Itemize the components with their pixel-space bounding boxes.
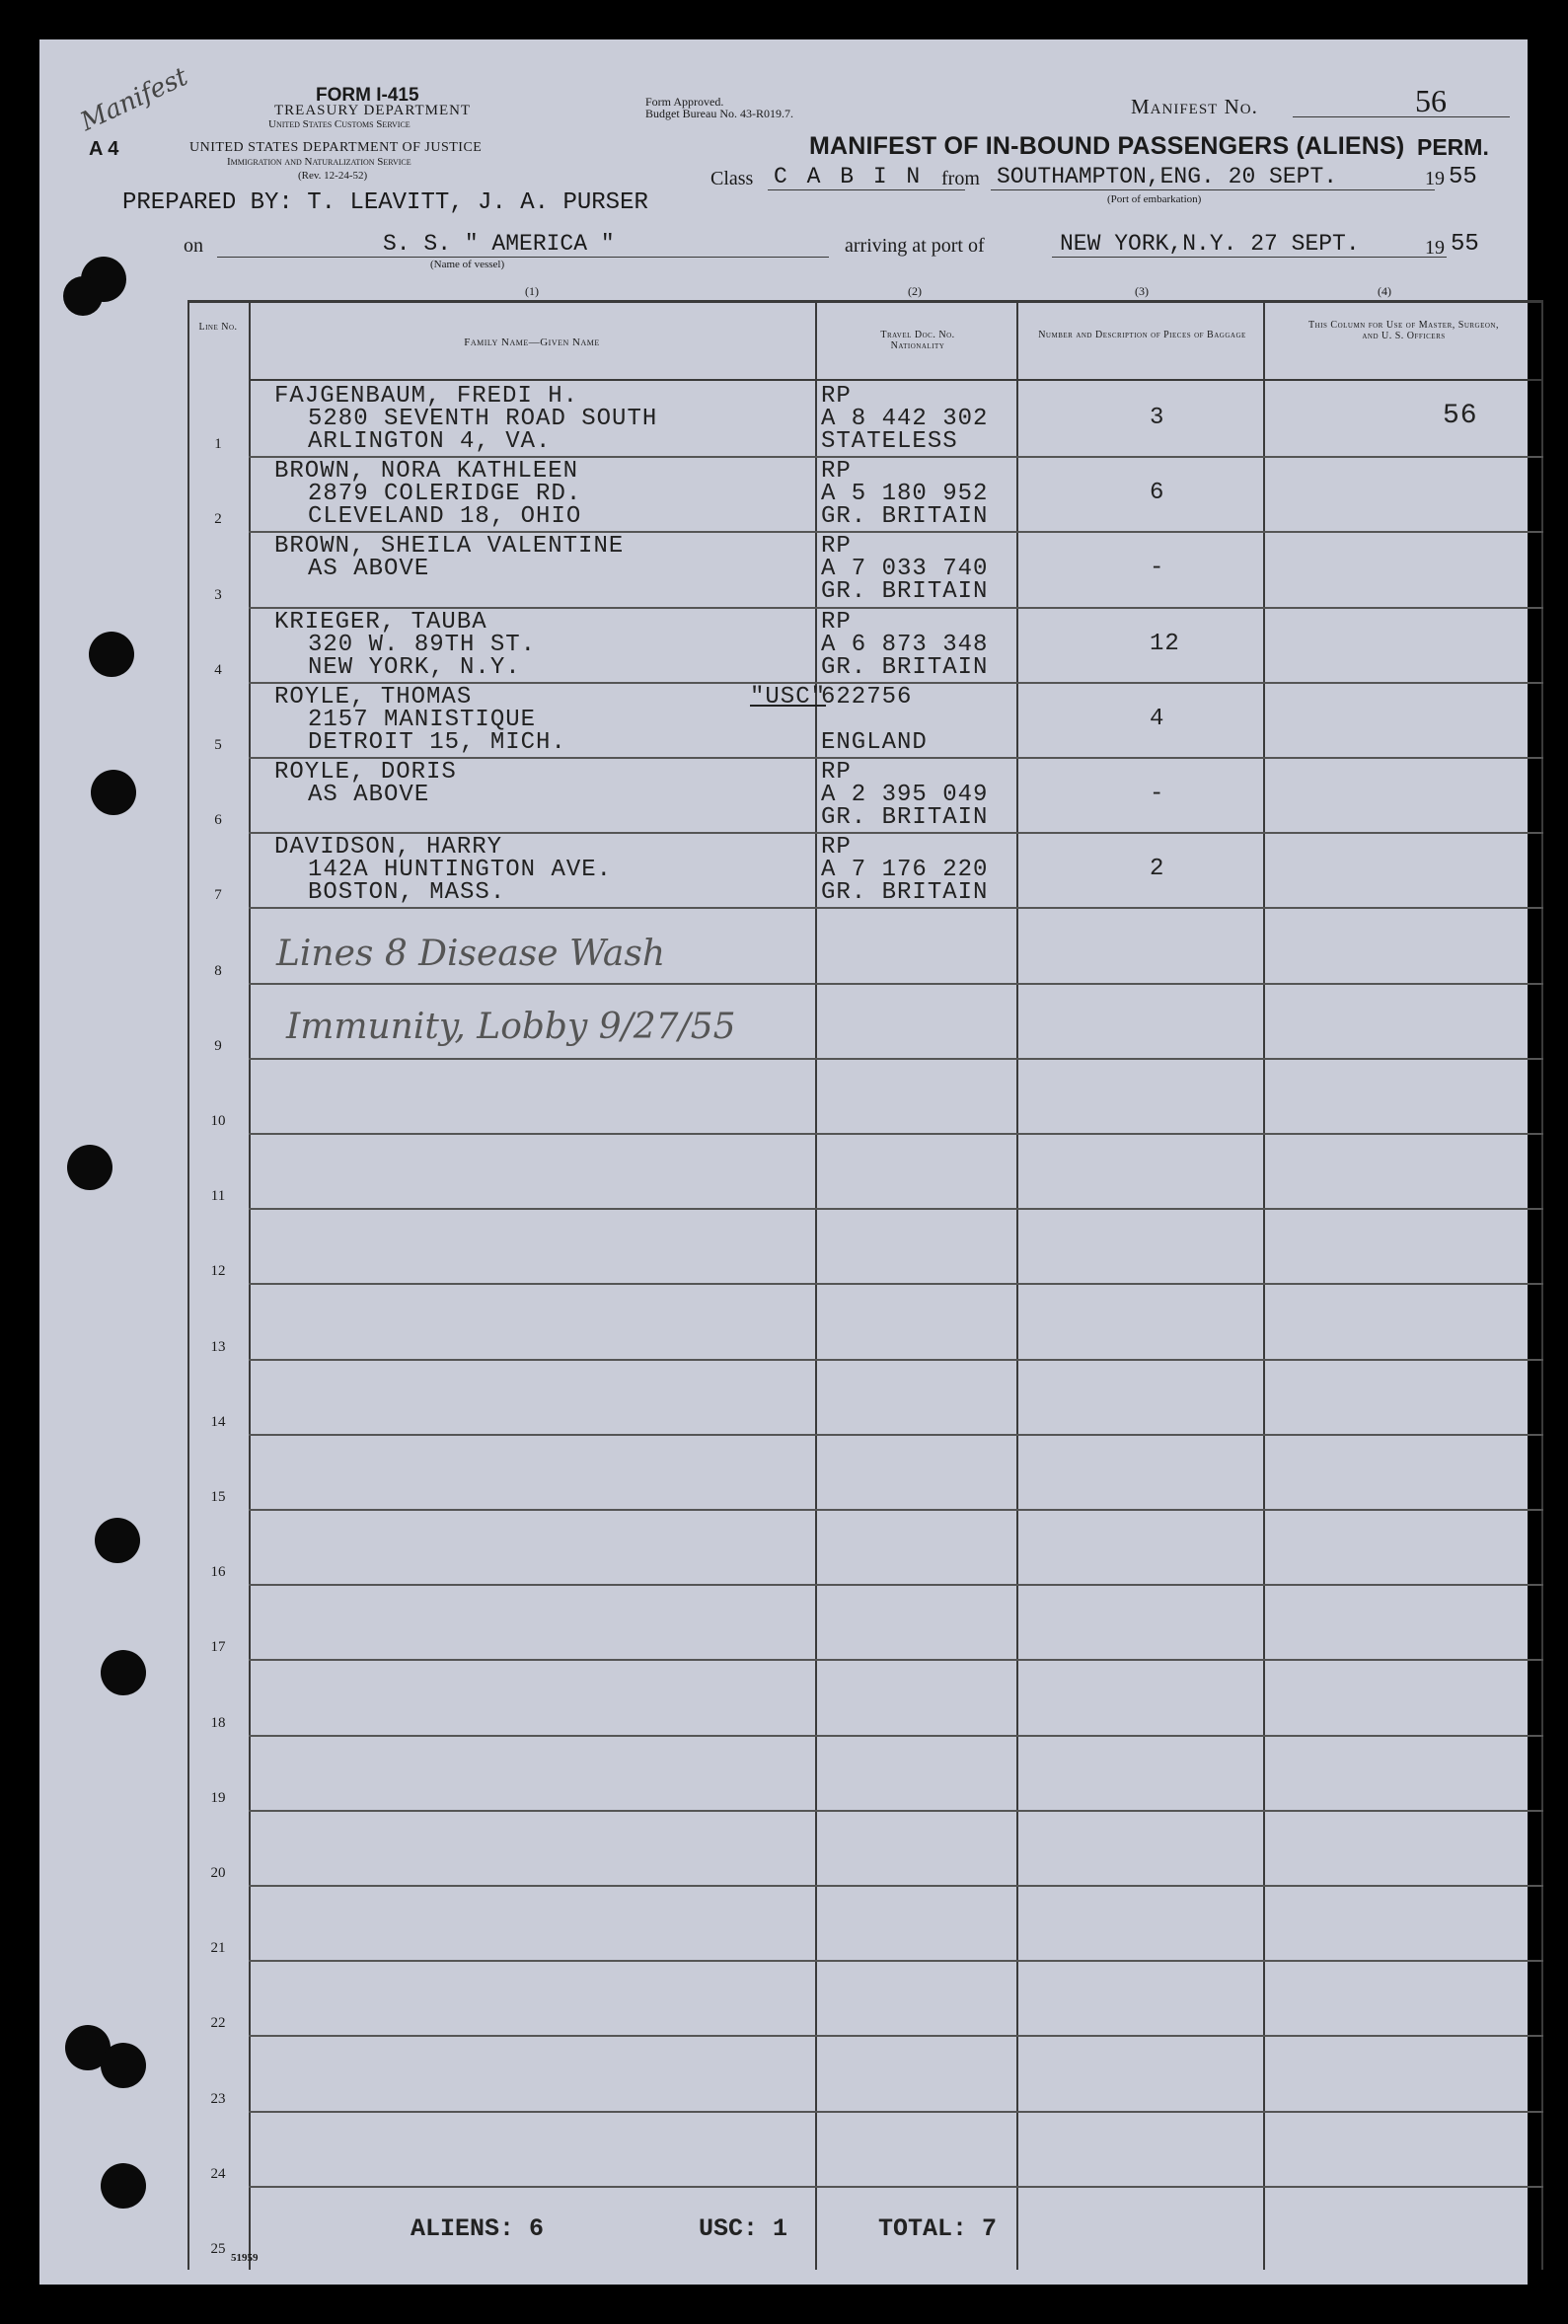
travel-doc-number: A 7 176 220 <box>821 857 989 884</box>
row-divider <box>249 1359 1543 1361</box>
manifest-no-underline <box>1293 116 1510 117</box>
passenger-address: AS ABOVE <box>308 782 430 808</box>
nationality: GR. BRITAIN <box>821 503 989 531</box>
baggage-count: 2 <box>1150 856 1165 883</box>
passenger-address: ARLINGTON 4, VA. <box>308 428 552 455</box>
row-divider <box>249 1058 1543 1060</box>
line-number: 15 <box>210 1489 226 1505</box>
dept2: UNITED STATES DEPARTMENT OF JUSTICE <box>189 140 483 155</box>
travel-doc-type: RP <box>821 533 852 561</box>
passenger-name: BROWN, NORA KATHLEEN <box>274 458 579 486</box>
line-number: 5 <box>214 737 222 753</box>
year-suffix-2: 55 <box>1451 231 1479 258</box>
header-officers: This Column for Use of Master, Surgeon, and U. S. Officers <box>1308 320 1499 341</box>
row-divider <box>249 2186 1543 2188</box>
manifest-sheet <box>39 39 1528 2285</box>
passenger-address: AS ABOVE <box>308 556 430 583</box>
prepared-by: PREPARED BY: T. LEAVITT, J. A. PURSER <box>122 189 648 216</box>
baggage-count: - <box>1150 781 1165 807</box>
line-number: 12 <box>210 1263 226 1280</box>
passenger-name: ROYLE, THOMAS <box>274 683 473 711</box>
row-divider <box>249 1885 1543 1887</box>
passenger-table <box>187 300 1543 2270</box>
table-rows <box>187 381 1543 2270</box>
nationality: GR. BRITAIN <box>821 879 989 907</box>
nationality: GR. BRITAIN <box>821 653 989 681</box>
year-prefix-1: 19 <box>1425 168 1445 189</box>
line-number: 17 <box>210 1639 226 1656</box>
travel-doc-type: 622756 <box>821 683 913 711</box>
form-rev: (Rev. 12-24-52) <box>298 170 368 182</box>
baggage-count: 6 <box>1150 480 1165 507</box>
passenger-address: 2879 COLERIDGE RD. <box>308 481 582 508</box>
nationality: GR. BRITAIN <box>821 804 989 831</box>
line-number: 11 <box>210 1188 226 1205</box>
corner-handwriting: Manifest <box>76 61 192 138</box>
passenger-address: 5280 SEVENTH ROAD SOUTH <box>308 406 658 432</box>
row-divider <box>249 1133 1543 1135</box>
corner-mark: A 4 <box>89 138 119 160</box>
row-divider <box>249 1208 1543 1210</box>
passenger-address: 142A HUNTINGTON AVE. <box>308 857 613 884</box>
vessel-name: S. S. " AMERICA " <box>383 231 615 257</box>
header-line-no: Line No. <box>198 322 238 333</box>
line-number: 4 <box>214 661 222 678</box>
row-divider <box>249 2111 1543 2113</box>
manifest-label: Manifest No. <box>1131 95 1258 118</box>
nationality: GR. BRITAIN <box>821 578 989 606</box>
from-underline <box>991 189 1435 190</box>
line-number: 7 <box>214 887 222 904</box>
row-divider <box>249 2035 1543 2037</box>
line-number: 21 <box>210 1940 226 1957</box>
row-divider <box>249 983 1543 985</box>
line-number: 6 <box>214 812 222 829</box>
col-number-3: (3) <box>1135 284 1149 298</box>
from-value: SOUTHAMPTON,ENG. 20 SEPT. <box>997 164 1338 189</box>
line-number: 13 <box>210 1338 226 1355</box>
on-label: on <box>184 235 203 257</box>
line-number: 10 <box>210 1113 226 1129</box>
dept1: TREASURY DEPARTMENT <box>274 103 472 118</box>
nationality: STATELESS <box>821 428 958 455</box>
travel-doc-type: RP <box>821 458 852 486</box>
passenger-name: KRIEGER, TAUBA <box>274 608 487 636</box>
total-aliens: ALIENS: 6 <box>411 2214 545 2243</box>
line-number: 1 <box>214 436 222 453</box>
form-approved: Form Approved. <box>645 95 724 109</box>
form-number: FORM I-415 <box>316 85 419 106</box>
baggage-count: 4 <box>1150 705 1165 732</box>
passenger-address: NEW YORK, N.Y. <box>308 653 521 681</box>
total-all: TOTAL: 7 <box>878 2214 998 2243</box>
row-divider <box>249 1735 1543 1737</box>
travel-doc-type: RP <box>821 383 852 410</box>
dept2-sub: Immigration and Naturalization Service <box>227 156 411 168</box>
arriving-label: arriving at port of <box>845 235 985 257</box>
punch-hole <box>101 1650 146 1695</box>
travel-doc-type: RP <box>821 834 852 862</box>
row-divider <box>249 1584 1543 1586</box>
class-label: Class <box>710 168 754 189</box>
dept1-sub: United States Customs Service <box>268 118 411 130</box>
baggage-count: 3 <box>1150 405 1165 431</box>
punch-hole <box>89 632 134 677</box>
perm-mark: PERM. <box>1417 134 1489 160</box>
class-value: C A B I N <box>774 164 924 189</box>
travel-doc-type: RP <box>821 759 852 786</box>
year-suffix-1: 55 <box>1449 164 1477 190</box>
line-number: 9 <box>214 1037 222 1054</box>
line-number: 16 <box>210 1564 226 1581</box>
line-number: 14 <box>210 1413 226 1430</box>
line-number: 19 <box>210 1789 226 1806</box>
col-number-4: (4) <box>1378 284 1391 298</box>
port-caption: (Port of embarkation) <box>1107 193 1202 205</box>
table-top-border <box>187 300 1543 303</box>
line-number: 22 <box>210 2015 226 2032</box>
vessel-underline <box>217 257 829 258</box>
officer-note: 56 <box>1443 401 1478 431</box>
line-number: 20 <box>210 1865 226 1881</box>
usc-tag: "USC" <box>750 683 827 711</box>
travel-doc-number: A 6 873 348 <box>821 631 989 658</box>
punch-hole <box>67 1145 112 1190</box>
line-number: 8 <box>214 962 222 979</box>
line-number: 23 <box>210 2090 226 2107</box>
arriving-underline <box>1052 257 1447 258</box>
passenger-address: 2157 MANISTIQUE <box>308 706 537 733</box>
line-number: 24 <box>210 2165 226 2182</box>
row-divider <box>249 1509 1543 1511</box>
line-number: 18 <box>210 1714 226 1731</box>
passenger-name: ROYLE, DORIS <box>274 759 457 786</box>
row-divider <box>249 1659 1543 1661</box>
punch-hole <box>63 276 103 316</box>
handwriting-line8: Lines 8 Disease Wash <box>276 934 666 974</box>
year-prefix-2: 19 <box>1425 237 1445 259</box>
baggage-count: 12 <box>1150 630 1180 657</box>
arriving-value: NEW YORK,N.Y. 27 SEPT. <box>1060 231 1360 257</box>
nationality: ENGLAND <box>821 728 928 756</box>
row-divider <box>249 1434 1543 1436</box>
punch-hole <box>91 770 136 815</box>
manifest-title: MANIFEST OF IN-BOUND PASSENGERS (ALIENS) <box>809 132 1405 160</box>
travel-doc-number: A 7 033 740 <box>821 556 989 583</box>
from-label: from <box>941 168 980 189</box>
travel-doc-number: A 2 395 049 <box>821 782 989 808</box>
vessel-caption: (Name of vessel) <box>430 259 505 270</box>
row-divider <box>249 1810 1543 1812</box>
footer-code: 51959 <box>231 2252 259 2264</box>
baggage-count: - <box>1150 555 1165 582</box>
travel-doc-type: RP <box>821 608 852 636</box>
manifest-no: 56 <box>1415 83 1447 118</box>
row-divider <box>249 1960 1543 1962</box>
punch-hole <box>101 2043 146 2088</box>
travel-doc-number: A 8 442 302 <box>821 406 989 432</box>
col-number-2: (2) <box>908 284 922 298</box>
passenger-address: DETROIT 15, MICH. <box>308 728 566 756</box>
header-baggage: Number and Description of Pieces of Baggage <box>1038 330 1246 340</box>
class-underline <box>768 189 965 190</box>
line-number: 3 <box>214 586 222 603</box>
row-divider <box>249 907 1543 909</box>
punch-hole <box>95 1518 140 1563</box>
line-number: 2 <box>214 511 222 528</box>
travel-doc-number: A 5 180 952 <box>821 481 989 508</box>
passenger-address: CLEVELAND 18, OHIO <box>308 503 582 531</box>
passenger-address: 320 W. 89TH ST. <box>308 631 537 658</box>
total-usc: USC: 1 <box>699 2214 788 2243</box>
punch-hole <box>101 2163 146 2209</box>
passenger-name: BROWN, SHEILA VALENTINE <box>274 533 625 561</box>
header-travel-doc: Travel Doc. No. Nationality <box>880 330 955 351</box>
col-number-1: (1) <box>525 284 539 298</box>
row-divider <box>249 1283 1543 1285</box>
header-name: Family Name—Given Name <box>464 337 600 348</box>
handwriting-line9: Immunity, Lobby 9/27/55 <box>286 1007 736 1047</box>
line-number: 25 <box>210 2241 226 2257</box>
budget-bureau: Budget Bureau No. 43-R019.7. <box>645 107 793 120</box>
passenger-name: DAVIDSON, HARRY <box>274 834 503 862</box>
passenger-name: FAJGENBAUM, FREDI H. <box>274 383 579 410</box>
passenger-address: BOSTON, MASS. <box>308 879 506 907</box>
